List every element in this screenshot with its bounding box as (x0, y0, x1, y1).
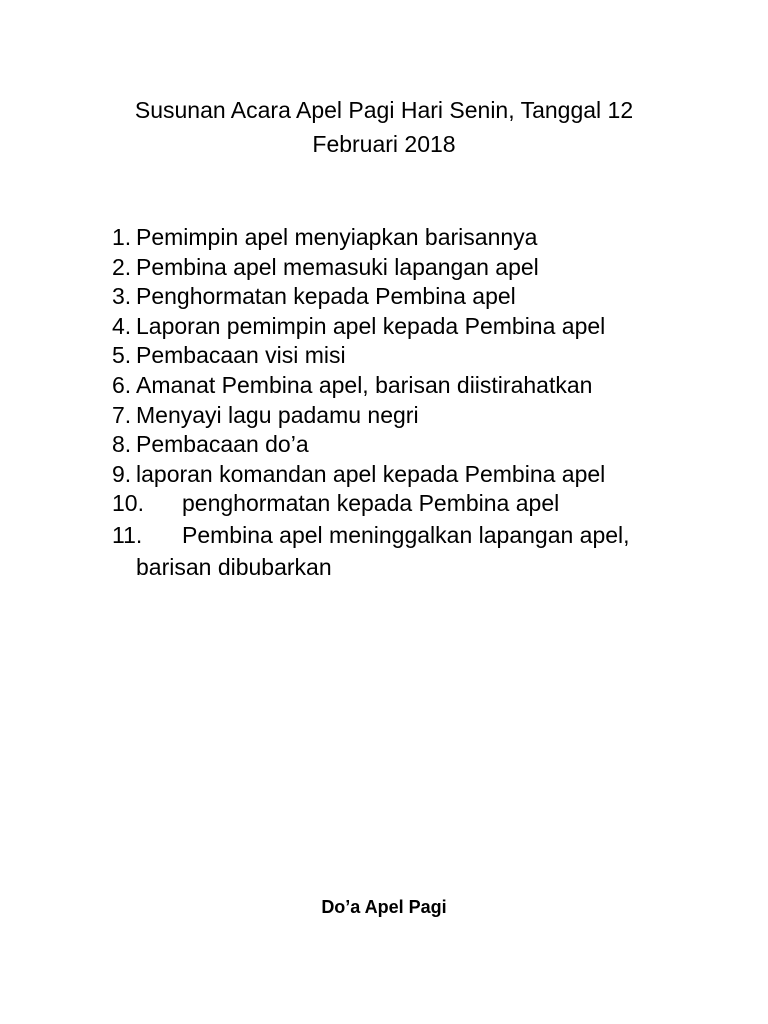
agenda-item-4 (112, 312, 692, 342)
agenda-item-9 (112, 460, 692, 490)
agenda-list (112, 223, 692, 583)
agenda-item-10 (112, 489, 692, 519)
agenda-text: Pemimpin apel menyiapkan barisannya (136, 224, 538, 250)
agenda-number: 1. (112, 224, 132, 250)
agenda-number: 5. (112, 342, 132, 369)
title-line-1: Susunan Acara Apel Pagi Hari Senin, Tanggal 12 (134, 97, 634, 123)
agenda-item-5 (112, 341, 692, 371)
title-line-2: Februari 2018 (312, 131, 456, 157)
agenda-number: 10. (112, 490, 144, 517)
agenda-item-2 (112, 253, 692, 283)
agenda-text-continued: barisan dibubarkan (136, 553, 332, 580)
agenda-text: penghormatan kepada Pembina apel (182, 490, 560, 517)
agenda-number: 6. (112, 371, 132, 398)
page-title (60, 93, 708, 161)
agenda-text: Amanat Pembina apel, barisan diistirahatkan (136, 371, 593, 398)
prayer-heading: Do’a Apel Pagi (321, 897, 447, 917)
agenda-text: Pembacaan do’a (136, 431, 309, 458)
agenda-item-1 (112, 223, 692, 253)
agenda-text: Pembina apel memasuki lapangan apel (136, 253, 539, 280)
agenda-number: 9. (112, 460, 132, 487)
agenda-text: Pembina apel meninggalkan lapangan apel, (182, 521, 630, 548)
agenda-number: 4. (112, 312, 132, 339)
agenda-text: laporan komandan apel kepada Pembina apel (136, 460, 606, 487)
agenda-item-3 (112, 282, 692, 312)
agenda-number: 3. (112, 283, 132, 310)
agenda-item-7 (112, 401, 692, 431)
agenda-text: Penghormatan kepada Pembina apel (136, 283, 516, 310)
agenda-number: 11. (112, 521, 143, 548)
agenda-text: Menyayi lagu padamu negri (136, 401, 419, 428)
agenda-item-6 (112, 371, 692, 401)
agenda-item-8 (112, 430, 692, 460)
agenda-number: 8. (112, 431, 132, 458)
agenda-text: Laporan pemimpin apel kepada Pembina apel (136, 312, 606, 339)
agenda-number: 2. (112, 253, 132, 280)
agenda-item-11 (112, 519, 692, 583)
agenda-text: Pembacaan visi misi (136, 342, 346, 369)
agenda-number: 7. (112, 401, 132, 428)
